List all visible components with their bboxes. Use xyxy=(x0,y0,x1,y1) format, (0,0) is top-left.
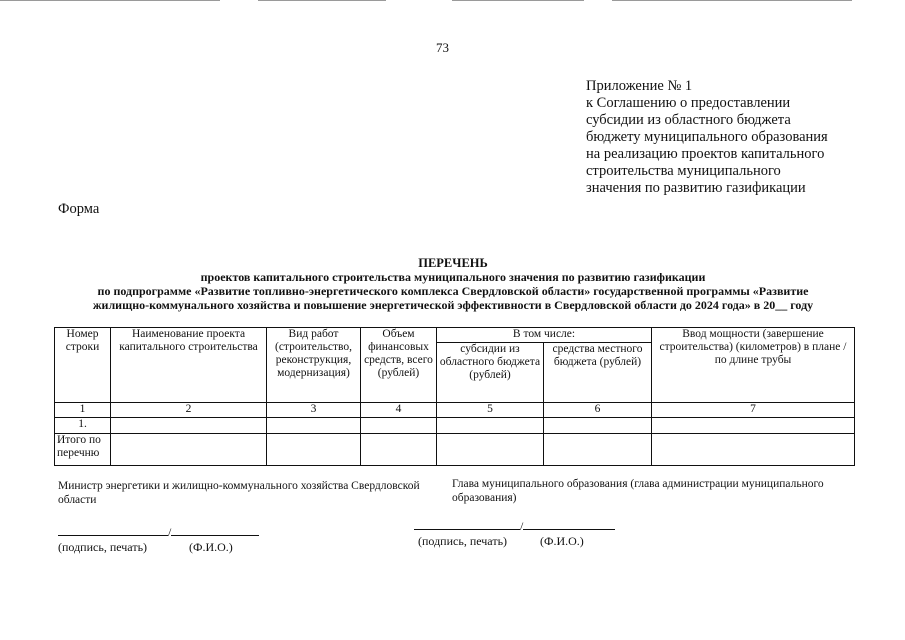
column-number: 3 xyxy=(267,403,361,418)
title-line: по подпрограмме «Развитие топливно-энергетического комплекса Свердловской области» государственной программы «Развитие xyxy=(97,284,809,298)
column-number-row xyxy=(55,403,855,418)
top-edge-line xyxy=(258,0,386,1)
header-work-type: Вид работ (строительство, реконструкция, модернизация) xyxy=(267,328,361,403)
title-heading: ПЕРЕЧЕНЬ xyxy=(418,256,488,270)
appendix-line: значения по развитию газификации xyxy=(586,180,806,196)
appendix-header xyxy=(586,78,886,197)
header-number: Номер строки xyxy=(55,328,111,403)
table-cell xyxy=(267,434,361,466)
table-cell xyxy=(361,434,437,466)
table-cell xyxy=(361,418,437,434)
signature-separator: / xyxy=(520,519,524,533)
header-local-funds: средства местного бюджета (рублей) xyxy=(544,343,652,403)
top-edge-line xyxy=(612,0,852,1)
column-number: 7 xyxy=(652,403,855,418)
title-line: проектов капитального строительства муниципального значения по развитию газификации xyxy=(200,270,706,284)
signature-caption: (подпись, печать) xyxy=(418,534,508,548)
column-number: 5 xyxy=(437,403,544,418)
header-including: В том числе: xyxy=(437,328,652,343)
table-cell xyxy=(437,418,544,434)
column-number: 4 xyxy=(361,403,437,418)
document-title xyxy=(40,256,866,312)
title-line: жилищно-коммунального хозяйства и повышение энергетической эффективности в Свердловской области до 2024 года» в 20__ году xyxy=(92,298,814,312)
table-cell xyxy=(267,418,361,434)
signature-separator: / xyxy=(168,525,172,539)
name-blank xyxy=(523,517,615,530)
name-blank xyxy=(171,523,259,536)
appendix-line: на реализацию проектов капитального xyxy=(586,146,825,162)
table-cell xyxy=(544,434,652,466)
table-cell xyxy=(652,418,855,434)
header-subsidy: субсидии из областного бюджета (рублей) xyxy=(437,343,544,403)
column-number: 2 xyxy=(111,403,267,418)
top-edge-line xyxy=(0,0,220,1)
projects-table xyxy=(54,327,855,466)
table-cell xyxy=(111,418,267,434)
column-number: 6 xyxy=(544,403,652,418)
signature-blank xyxy=(58,523,168,536)
minister-signature-title: Министр энергетики и жилищно-коммунального хозяйства Свердловской области xyxy=(58,480,420,506)
head-signature-line xyxy=(414,517,615,534)
appendix-line: Приложение № 1 xyxy=(586,78,693,94)
header-project-name: Наименование проекта капитального строительства xyxy=(111,328,267,403)
table-cell xyxy=(652,434,855,466)
signature-blank xyxy=(414,517,520,530)
total-label: Итого по перечню xyxy=(55,434,111,466)
appendix-line: строительства муниципального xyxy=(586,163,781,179)
page-number: 73 xyxy=(436,40,449,55)
name-caption: (Ф.И.О.) xyxy=(189,540,233,554)
appendix-line: субсидии из областного бюджета xyxy=(586,112,791,128)
name-caption: (Ф.И.О.) xyxy=(540,534,584,548)
table-cell xyxy=(437,434,544,466)
form-label: Форма xyxy=(58,201,100,217)
appendix-line: бюджету муниципального образования xyxy=(586,129,828,145)
table-row xyxy=(55,418,855,434)
table-cell xyxy=(544,418,652,434)
table-cell xyxy=(111,434,267,466)
header-capacity: Ввод мощности (завершение строительства) (километров) в плане / по длине трубы xyxy=(652,328,855,403)
column-number: 1 xyxy=(55,403,111,418)
signature-caption: (подпись, печать) xyxy=(58,540,148,554)
minister-signature-line xyxy=(58,523,259,540)
head-signature-title: Глава муниципального образования (глава администрации муниципального образования) xyxy=(452,478,824,504)
appendix-line: к Соглашению о предоставлении xyxy=(586,95,791,111)
total-row xyxy=(55,434,855,466)
header-volume: Объем финансовых средств, всего (рублей) xyxy=(361,328,437,403)
row-number: 1. xyxy=(55,418,111,434)
top-edge-line xyxy=(452,0,584,1)
